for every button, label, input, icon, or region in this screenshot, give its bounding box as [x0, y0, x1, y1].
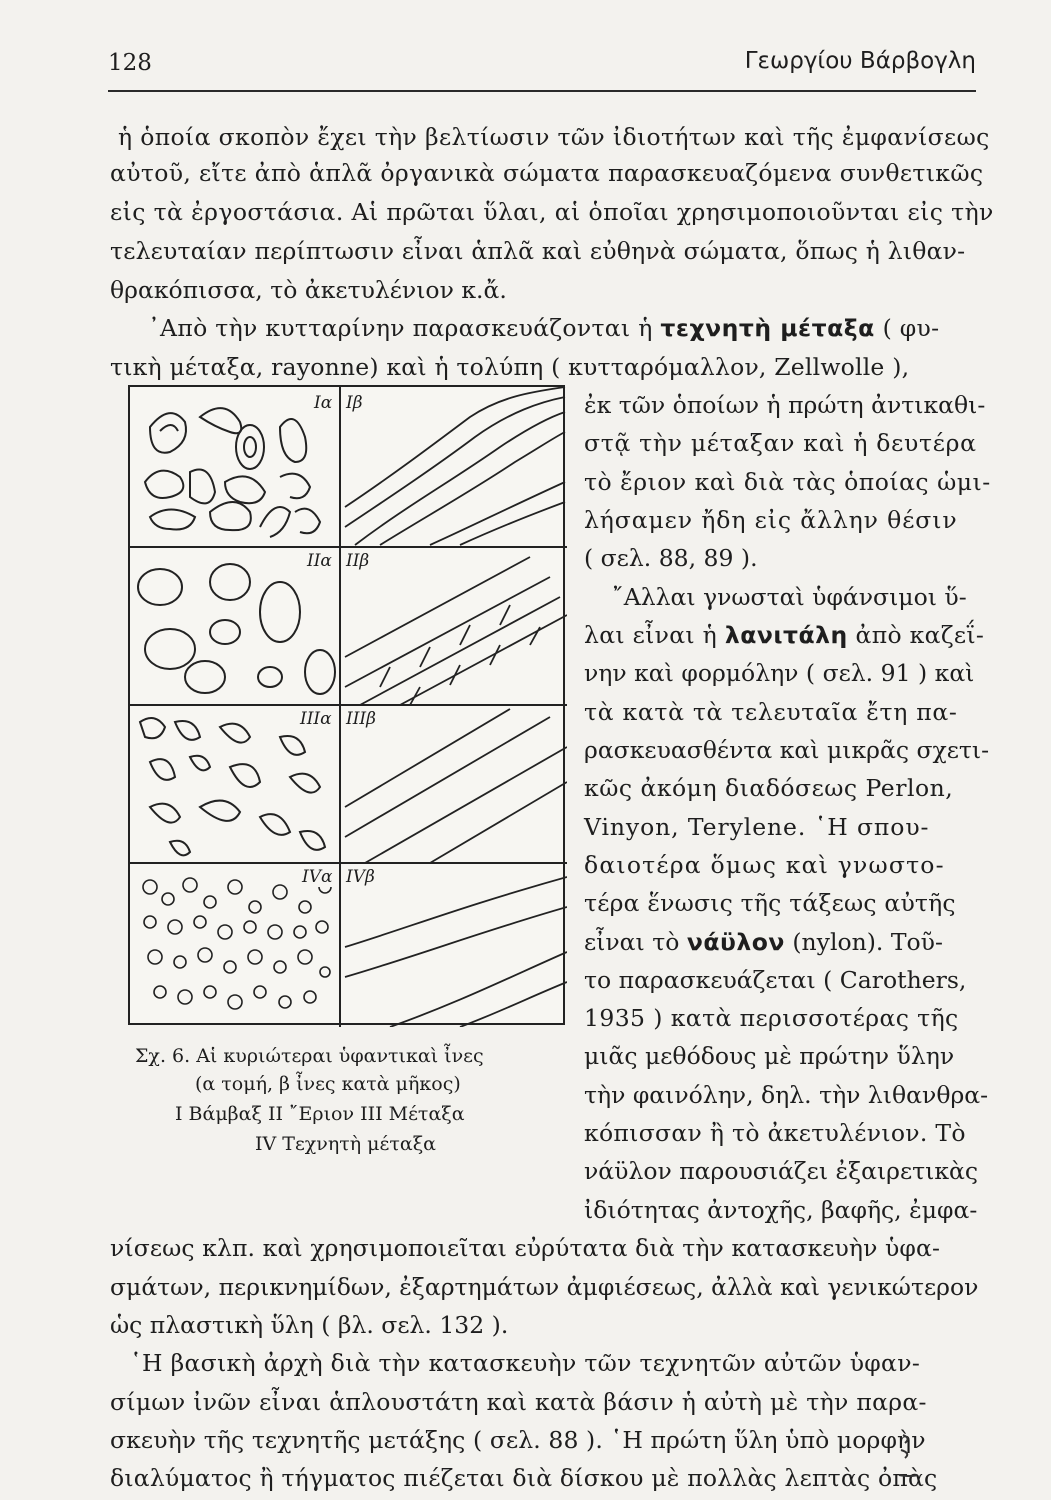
label-cotton-section: Iα — [314, 393, 333, 413]
side-line-19: τὴν φαινόλην, δηλ. τὴν λιθανθρα- — [584, 1081, 989, 1109]
body-line-9: σμάτων, περικνημίδων, ἐξαρτημάτων ἀμφιέσεως, ἀλλὰ καὶ γενικώτερον — [110, 1273, 979, 1301]
body-line-10: ὡς πλαστικὴ ὕλη ( βλ. σελ. 132 ). — [110, 1311, 509, 1339]
figure-caption-1: Σχ. 6. Αἱ κυριώτεραι ὑφαντικαὶ ἶνες — [135, 1045, 484, 1067]
silk-sections — [140, 718, 325, 855]
label-rayon-fiber: IVβ — [346, 867, 375, 887]
term-lanital: λανιτάλη — [724, 621, 848, 649]
side-line-13: δαιοτέρα ὅμως καὶ γνωστο- — [584, 851, 945, 879]
body-line-1: ἡ ὁποία σκοπὸν ἔχει τὴν βελτίωσιν τῶν ἰδιοτήτων καὶ τῆς ἐμφανίσεως — [118, 123, 990, 151]
side-line-12: Vinyon, Terylene. ῾Η σπου- — [584, 813, 930, 841]
figure-caption-2: (α τομή, β ἶνες κατὰ μῆκος) — [195, 1073, 461, 1095]
side-line-3: τὸ ἔριον καὶ διὰ τὰς ὁποίας ὡμι- — [584, 468, 991, 496]
label-rayon-section: IVα — [302, 867, 333, 887]
side-line-5: ( σελ. 88, 89 ). — [584, 544, 758, 572]
side-line-14: τέρα ἕνωσις τῆς τάξεως αὐτῆς — [584, 889, 956, 917]
silk-fibers — [345, 709, 567, 863]
body-line-7: τικὴ μέταξα, rayonne) καὶ ἡ τολύπη ( κυτταρόμαλλον, Zellwolle ), — [110, 353, 910, 381]
side-line-16: το παρασκευάζεται ( Carothers, — [584, 966, 967, 994]
side-line-21: νάϋλον παρουσιάζει ἐξαιρετικὰς — [584, 1157, 979, 1185]
label-cotton-fiber: Iβ — [346, 393, 363, 413]
body-line-3: εἰς τὰ ἐργοστάσια. Αἱ πρῶται ὕλαι, αἱ ὁποῖαι χρησιμοποιοῦνται εἰς τὴν — [110, 198, 994, 226]
side-line-11: κῶς ἀκόμη διαδόσεως Perlon, — [584, 774, 954, 802]
body-line-2: αὐτοῦ, εἴτε ἀπὸ ἁπλᾶ ὀργανικὰ σώματα παρασκευαζόμενα συνθετικῶς — [110, 159, 984, 187]
side-line-17: 1935 ) κατὰ περισσοτέρας τῆς — [584, 1004, 959, 1032]
body-line-12: σίμων ἰνῶν εἶναι ἁπλουστάτη καὶ κατὰ βάσιν ἡ αὐτὴ μὲ τὴν παρα- — [110, 1388, 927, 1416]
side-line-22: ἰδιότητας ἀντοχῆς, βαφῆς, ἐμφα- — [584, 1196, 978, 1224]
fiber-figure — [128, 385, 565, 1025]
term-artificial-silk: τεχνητὴ μέταξα — [660, 314, 875, 342]
side-line-20: κόπισσαν ἢ τὸ ἀκετυλένιον. Τὸ — [584, 1119, 966, 1147]
ink-mark — [895, 1430, 925, 1490]
fiber-drawing — [130, 387, 567, 1027]
page-header — [108, 48, 976, 88]
figure-caption-4: IV Τεχνητὴ μέταξα — [255, 1133, 436, 1155]
side-line-15: εἶναι τὸ νάϋλον (nylon). Τοῦ- — [584, 928, 943, 956]
label-wool-fiber: IIβ — [346, 551, 370, 571]
header-rule — [108, 90, 976, 92]
page-number: 128 — [108, 50, 152, 76]
side-line-8: νην καὶ φορμόλην ( σελ. 91 ) καὶ — [584, 659, 975, 687]
side-line-18: μιᾶς μεθόδους μὲ πρώτην ὕλην — [584, 1042, 955, 1070]
body-line-11: ῾Η βασικὴ ἀρχὴ διὰ τὴν κατασκευὴν τῶν τεχνητῶν αὐτῶν ὑφαν- — [130, 1349, 921, 1377]
body-line-4: τελευταίαν περίπτωσιν εἶναι ἁπλᾶ καὶ εὐθηνὰ σώματα, ὅπως ἡ λιθαν- — [110, 237, 966, 265]
label-silk-section: IIIα — [300, 709, 332, 729]
wool-sections — [138, 564, 335, 694]
side-line-2: στᾷ τὴν μέταξαν καὶ ἡ δευτέρα — [584, 429, 977, 457]
rayon-fibers — [345, 877, 567, 1027]
side-line-4: λήσαμεν ἤδη εἰς ἄλλην θέσιν — [584, 506, 958, 534]
side-line-9: τὰ κατὰ τὰ τελευταῖα ἔτη πα- — [584, 698, 958, 726]
body-line-6: ᾿Απὸ τὴν κυτταρίνην παρασκευάζονται ἡ τεχνητὴ μέταξα ( φυ- — [148, 314, 940, 342]
side-line-6: ῎Αλλαι γνωσταὶ ὑφάνσιμοι ὕ- — [612, 583, 967, 611]
cotton-fibers — [345, 387, 565, 545]
cotton-sections — [145, 408, 320, 537]
label-silk-fiber: IIIβ — [346, 709, 376, 729]
rayon-sections — [143, 878, 331, 1009]
side-line-10: ρασκευασθέντα καὶ μικρᾶς σχετι- — [584, 736, 990, 764]
side-line-1: ἐκ τῶν ὁποίων ἡ πρώτη ἀντικαθι- — [584, 391, 986, 419]
body-line-5: θρακόπισσα, τὸ ἀκετυλένιον κ.ἄ. — [110, 276, 507, 304]
side-line-7: λαι εἶναι ἡ λανιτάλη ἀπὸ καζεΐ- — [584, 621, 985, 649]
body-line-14: διαλύματος ἢ τήγματος πιέζεται διὰ δίσκου μὲ πολλὰς λεπτὰς ὀπὰς — [110, 1464, 938, 1492]
body-line-13: σκευὴν τῆς τεχνητῆς μετάξης ( σελ. 88 ). ῾Η πρώτη ὕλη ὑπὸ μορφὴν — [110, 1426, 926, 1454]
body-line-8: νίσεως κλπ. καὶ χρησιμοποιεῖται εὐρύτατα διὰ τὴν κατασκευὴν ὑφα- — [110, 1234, 940, 1262]
figure-caption-3: I Βάμβαξ II ῎Εριον III Μέταξα — [175, 1103, 465, 1125]
wool-fibers — [345, 557, 567, 705]
running-head: Γεωργίου Βάρβογλη — [744, 48, 976, 74]
term-nylon: νάϋλον — [686, 928, 785, 956]
label-wool-section: IIα — [307, 551, 332, 571]
